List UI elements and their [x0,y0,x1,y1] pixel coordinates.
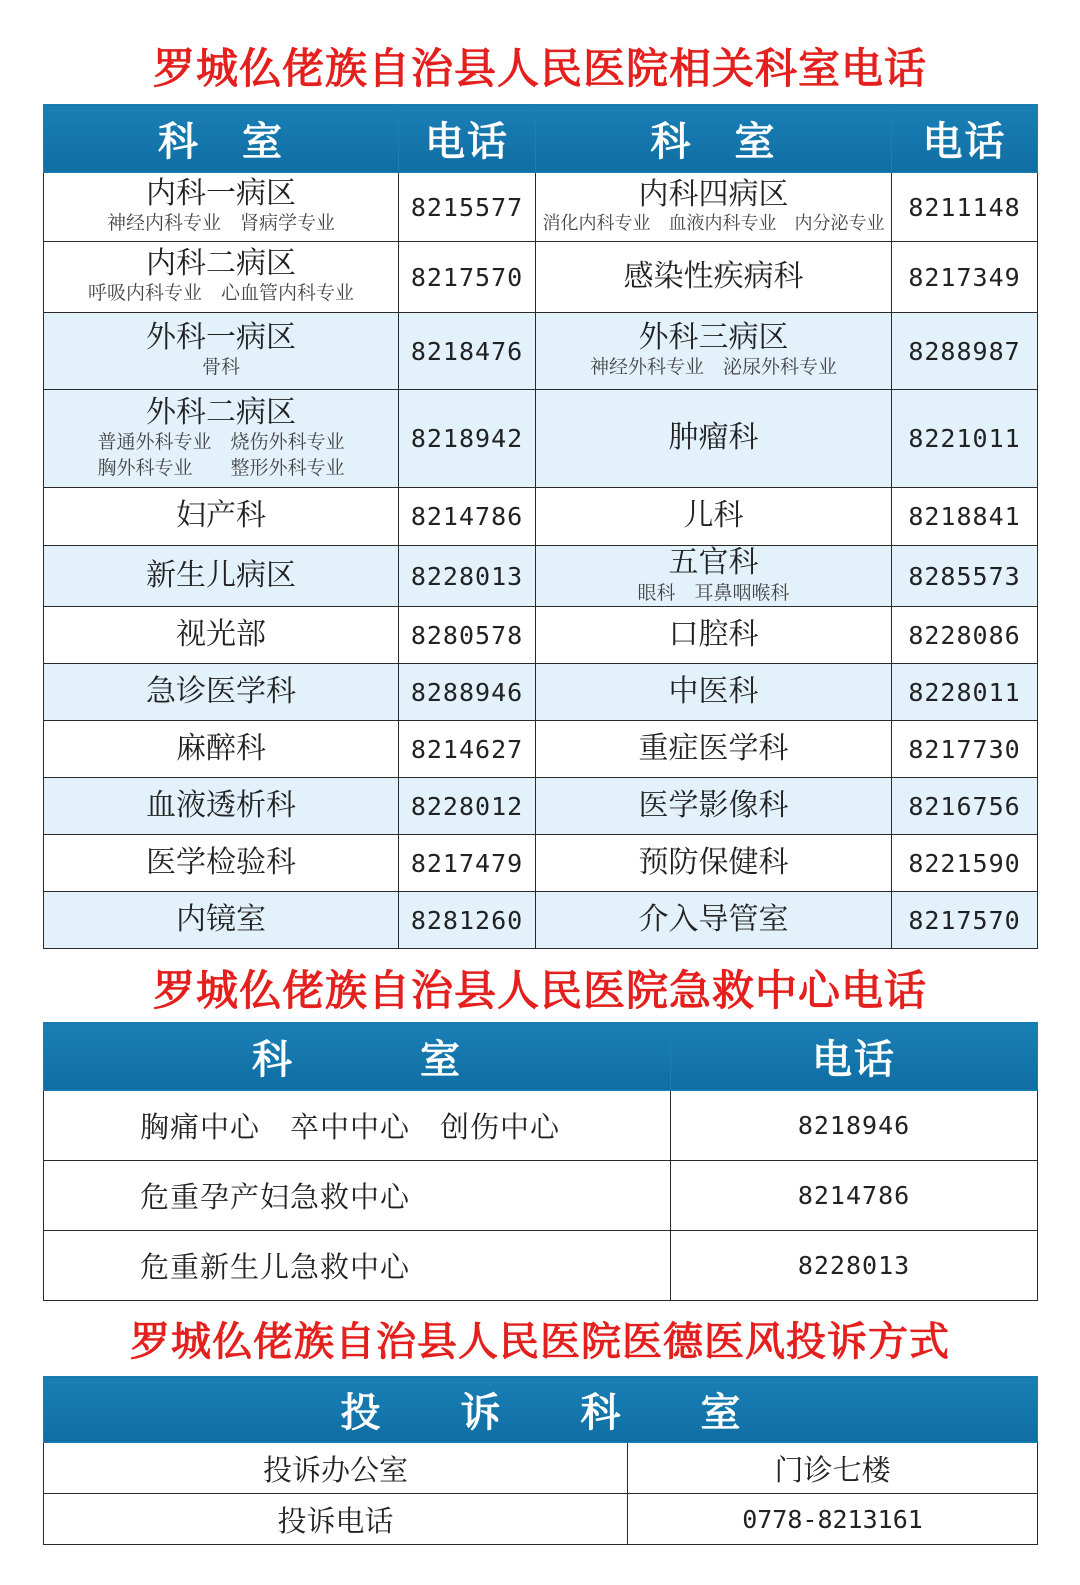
department-phone[interactable]: 8218476 [399,313,536,390]
complaint-phone[interactable]: 0778-8213161 [628,1494,1038,1545]
department-cell [44,892,399,949]
table-row [44,390,1038,488]
department-phone[interactable]: 8216756 [892,778,1038,835]
department-phone[interactable]: 8211148 [892,173,1038,242]
department-name: 外科三病区 [638,319,789,355]
emergency-center-table [43,1022,1038,1301]
department-phone[interactable]: 8285573 [892,546,1038,607]
department-cell [44,313,399,390]
department-name: 口腔科 [668,616,759,652]
table-row [44,173,1038,242]
department-phone[interactable]: 8215577 [399,173,536,242]
table-row [44,892,1038,949]
department-specialties: 胸外科专业 整形外科专业 [97,456,345,479]
department-specialties: 消化内科专业 血液内科专业 内分泌专业 [542,213,885,235]
emergency-center-phone[interactable]: 8214786 [671,1161,1038,1231]
table-row [44,313,1038,390]
department-name: 医学检验科 [146,844,296,880]
department-name: 妇产科 [176,498,266,534]
department-cell [44,607,399,664]
department-name: 预防保健科 [638,844,789,880]
department-specialties: 神经内科专业 肾病学专业 [106,212,335,235]
department-name: 重症医学科 [638,730,789,766]
department-name: 肿瘤科 [668,420,759,456]
table-row [44,488,1038,546]
department-phone[interactable]: 8221011 [892,390,1038,488]
header-phone-right: 电话 [892,105,1038,173]
department-cell [44,242,399,313]
department-phone[interactable]: 8280578 [399,607,536,664]
department-cell [536,313,892,390]
department-cell [536,835,892,892]
table-row [44,835,1038,892]
table-row [44,1231,1038,1301]
department-name: 视光部 [176,616,266,652]
department-phone[interactable]: 8288987 [892,313,1038,390]
emergency-center-phone[interactable]: 8228013 [671,1231,1038,1301]
emergency-center-name: 胸痛中心 卒中中心 创伤中心 [44,1091,671,1161]
header-department-left: 科 室 [44,105,399,173]
department-name: 内科二病区 [146,245,296,281]
department-cell [536,892,892,949]
department-cell [44,173,399,242]
department-phone[interactable]: 8228011 [892,664,1038,721]
table-row [44,664,1038,721]
table-row [44,778,1038,835]
department-name: 感染性疾病科 [623,258,804,294]
department-phone[interactable]: 8281260 [399,892,536,949]
department-name: 血液透析科 [146,787,296,823]
department-name: 内镜室 [176,901,266,937]
department-phones-title: 罗城仫佬族自治县人民医院相关科室电话 [152,44,927,93]
department-cell [44,546,399,607]
table-header-row [44,1377,1038,1443]
table-row [44,1494,1038,1545]
complaint-title: 罗城仫佬族自治县人民医院医德医风投诉方式 [130,1319,950,1365]
department-cell [536,664,892,721]
department-cell [44,835,399,892]
department-name: 外科一病区 [146,319,296,355]
table-row [44,721,1038,778]
table-row [44,1091,1038,1161]
department-name: 麻醉科 [176,730,266,766]
department-cell [536,778,892,835]
complaint-phone-label: 投诉电话 [44,1494,628,1545]
department-cell [536,607,892,664]
header-complaint-department: 投 诉 科 室 [44,1377,1038,1443]
department-phone[interactable]: 8218942 [399,390,536,488]
department-cell [536,546,892,607]
department-specialties: 骨科 [201,356,240,379]
complaint-office-location: 门诊七楼 [628,1443,1038,1494]
department-name: 医学影像科 [638,787,789,823]
department-specialties: 眼科 耳鼻咽喉科 [637,581,790,604]
emergency-phones-title: 罗城仫佬族自治县人民医院急救中心电话 [152,966,927,1015]
department-specialties: 神经外科专业 泌尿外科专业 [589,356,837,379]
department-phone[interactable]: 8228013 [399,546,536,607]
emergency-center-name: 危重新生儿急救中心 [44,1231,671,1301]
table-row [44,607,1038,664]
department-cell [536,173,892,242]
table-header-row [44,105,1038,173]
department-phone-table [43,104,1038,949]
table-row [44,1161,1038,1231]
table-row [44,546,1038,607]
department-phone[interactable]: 8217570 [892,892,1038,949]
department-specialties: 普通外科专业 烧伤外科专业 [97,431,345,454]
department-specialties: 呼吸内科专业 心血管内科专业 [87,282,354,305]
department-cell [44,664,399,721]
department-cell [44,488,399,546]
complaint-office-label: 投诉办公室 [44,1443,628,1494]
emergency-center-phone[interactable]: 8218946 [671,1091,1038,1161]
emergency-center-name: 危重孕产妇急救中心 [44,1161,671,1231]
department-name: 儿科 [683,498,744,534]
department-phone[interactable]: 8214786 [399,488,536,546]
department-cell [44,721,399,778]
department-cell [536,488,892,546]
department-phone[interactable]: 8221590 [892,835,1038,892]
header-department-right: 科 室 [536,105,892,173]
department-phone[interactable]: 8217730 [892,721,1038,778]
department-name: 新生儿病区 [146,557,296,593]
table-row [44,1443,1038,1494]
header-phone-left: 电话 [399,105,536,173]
department-phone[interactable]: 8218841 [892,488,1038,546]
department-phone[interactable]: 8217479 [399,835,536,892]
department-phone[interactable]: 8217570 [399,242,536,313]
department-cell [536,721,892,778]
department-cell [536,390,892,488]
department-name: 内科一病区 [146,175,296,211]
department-phone[interactable]: 8228086 [892,607,1038,664]
department-name: 介入导管室 [638,901,789,937]
department-cell [44,390,399,488]
department-phone[interactable]: 8217349 [892,242,1038,313]
complaint-table [43,1376,1038,1545]
department-phone[interactable]: 8288946 [399,664,536,721]
header-department: 科 室 [44,1023,671,1091]
department-phone[interactable]: 8228012 [399,778,536,835]
department-cell [536,242,892,313]
department-cell [44,778,399,835]
department-name: 外科二病区 [146,394,296,430]
department-phone[interactable]: 8214627 [399,721,536,778]
department-name: 急诊医学科 [146,673,296,709]
table-header-row [44,1023,1038,1091]
department-name: 五官科 [668,545,759,580]
department-name: 中医科 [668,673,759,709]
header-phone: 电话 [671,1023,1038,1091]
department-name: 内科四病区 [638,176,789,212]
table-row [44,242,1038,313]
